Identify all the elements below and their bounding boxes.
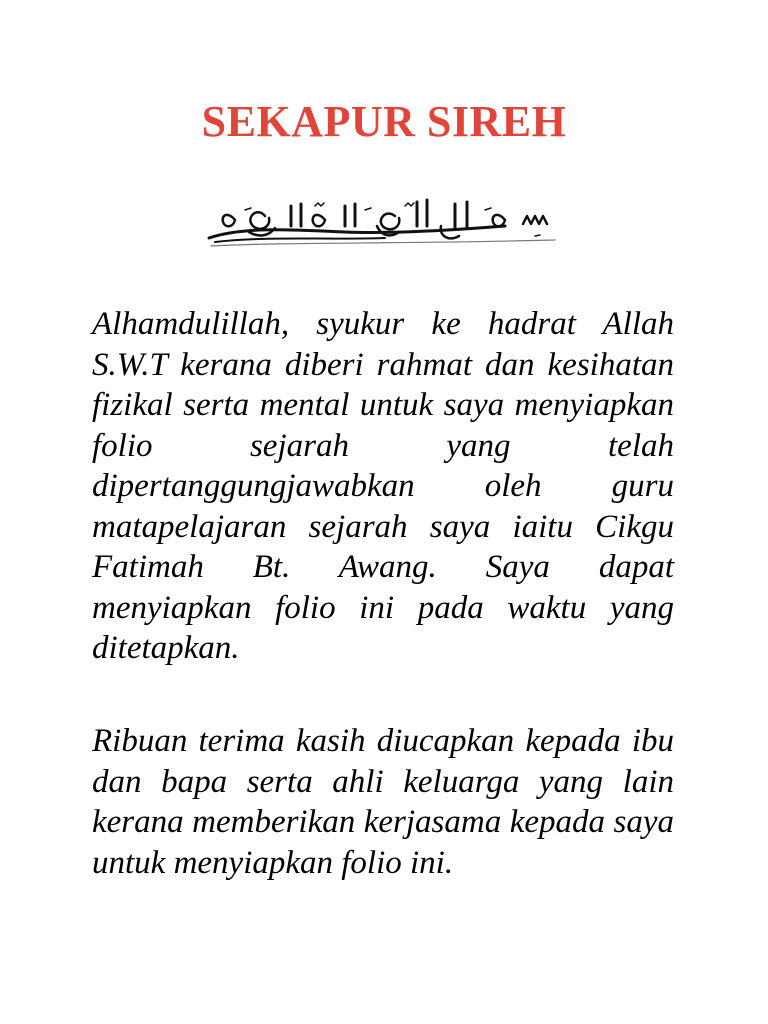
- page-title: SEKAPUR SIREH: [201, 97, 567, 146]
- basmalah-calligraphy-icon: [205, 196, 565, 252]
- paragraph-opening: Alhamdulillah, syukur ke hadrat Allah S.W.T kerana diberi rahmat dan kesihatan fizikal serta mental untuk saya menyiapkan folio sejarah yang telah dipertanggungjawabkan oleh guru matapelajaran sejarah saya iaitu Cikgu Fatimah Bt. Awang. Saya dapat menyiapkan folio ini pada waktu yang ditetapkan.: [92, 306, 674, 666]
- paragraph-thanks: Ribuan terima kasih diucapkan kepada ibu dan bapa serta ahli keluarga yang lain kerana memberikan kerjasama kepada saya untuk menyiapkan folio ini.: [92, 723, 674, 881]
